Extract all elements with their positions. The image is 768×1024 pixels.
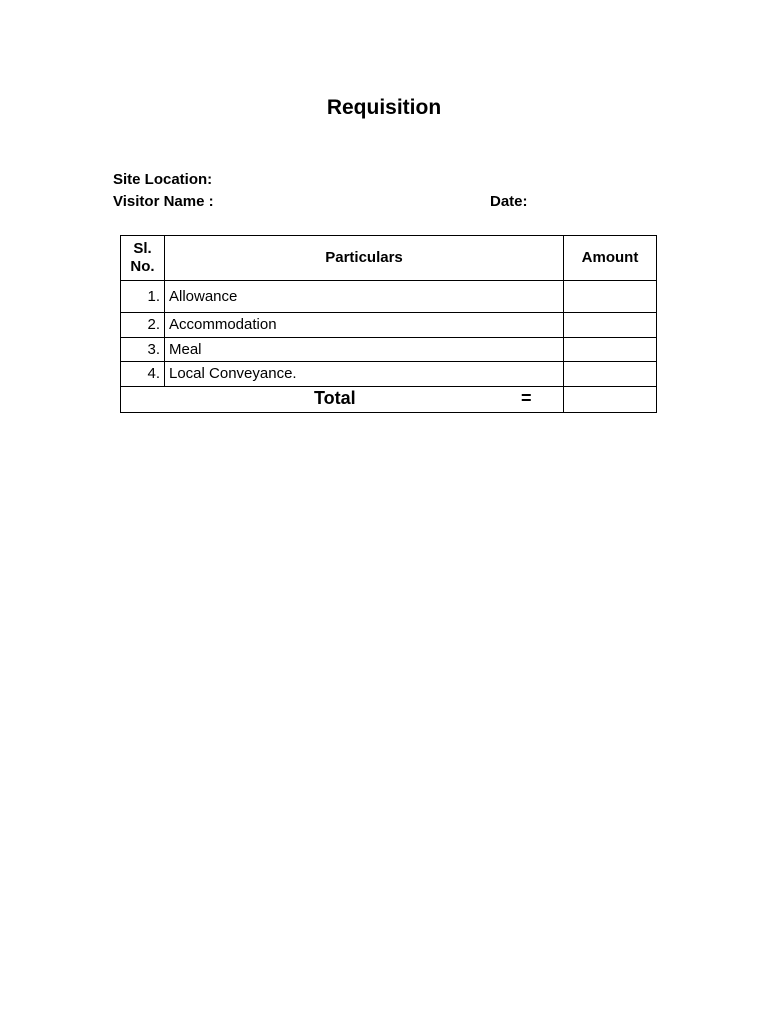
total-row xyxy=(121,387,657,413)
site-location-label: Site Location: xyxy=(113,171,213,188)
row-particular: Local Conveyance. xyxy=(165,362,564,387)
row-sl-no: 1. xyxy=(121,281,165,313)
visitor-name-label: Visitor Name : xyxy=(113,193,214,210)
row-amount xyxy=(564,281,657,313)
header-amount: Amount xyxy=(564,236,657,281)
row-sl-no: 3. xyxy=(121,338,165,362)
row-sl-no: 2. xyxy=(121,313,165,338)
header-sl-no xyxy=(121,236,165,281)
total-amount xyxy=(564,387,657,413)
table-row xyxy=(121,281,657,313)
document-title: Requisition xyxy=(326,96,442,119)
header-particulars: Particulars xyxy=(165,236,564,281)
date-label: Date: xyxy=(490,193,528,210)
row-amount xyxy=(564,338,657,362)
row-sl-no: 4. xyxy=(121,362,165,387)
table-row xyxy=(121,313,657,338)
header-sl-no-line2: No. xyxy=(130,258,155,275)
row-amount xyxy=(564,362,657,387)
header-sl-no-line1: Sl. xyxy=(133,240,152,257)
total-label: Total xyxy=(314,388,356,408)
total-equals-sign: = xyxy=(521,388,532,408)
row-particular: Accommodation xyxy=(165,313,564,338)
table-row xyxy=(121,338,657,362)
table-header-row xyxy=(121,236,657,281)
total-cell xyxy=(121,387,564,413)
table-row xyxy=(121,362,657,387)
row-amount xyxy=(564,313,657,338)
row-particular: Meal xyxy=(165,338,564,362)
requisition-table xyxy=(120,235,657,413)
row-particular: Allowance xyxy=(165,281,564,313)
